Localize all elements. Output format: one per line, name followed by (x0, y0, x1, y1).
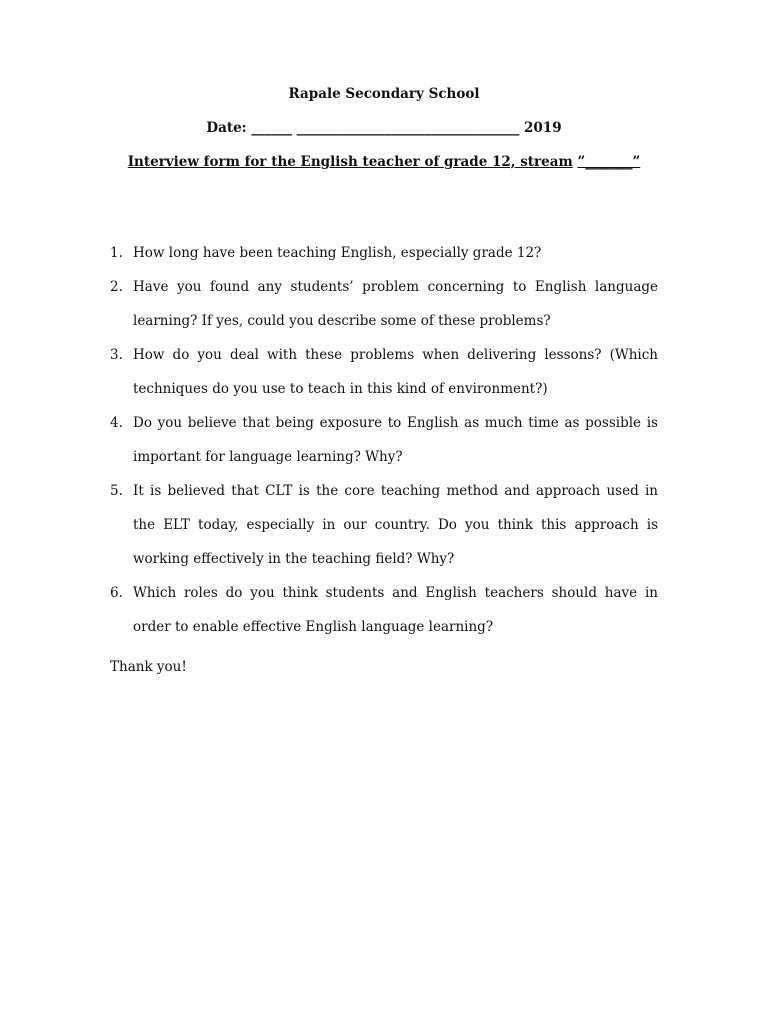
question-text: Which roles do you think students and English teachers should have in order to enable effective English language learning? (133, 585, 658, 635)
question-item (110, 576, 658, 644)
form-title (0, 154, 768, 170)
question-number: 1. (110, 245, 123, 261)
question-text: How long have been teaching English, especially grade 12? (133, 245, 542, 261)
question-text: It is believed that CLT is the core teaching method and approach used in the ELT today, especially in our country. Do you think this approach is working effectively in the teaching field? Why? (133, 483, 658, 567)
question-number: 3. (110, 347, 123, 363)
question-number: 4. (110, 415, 123, 431)
question-item (110, 270, 658, 338)
date-line: Date: ______ _________________________________ 2019 (206, 120, 562, 136)
question-number: 2. (110, 279, 123, 295)
school-name: Rapale Secondary School (288, 86, 480, 102)
question-item (110, 406, 658, 474)
question-item (110, 236, 658, 270)
question-text: Do you believe that being exposure to English as much time as possible is important for language learning? Why? (133, 415, 658, 465)
question-text: How do you deal with these problems when delivering lessons? (Which techniques do you use to teach in this kind of environment?) (133, 347, 658, 397)
form-title-text: Interview form for the English teacher of grade 12, stream (127, 154, 573, 170)
question-text: Have you found any students’ problem concerning to English language learning? If yes, could you describe some of these problems? (133, 279, 658, 329)
question-item (110, 338, 658, 406)
question-item (110, 474, 658, 576)
question-list (110, 236, 658, 644)
question-number: 5. (110, 483, 123, 499)
question-number: 6. (110, 585, 123, 601)
stream-blank: ”_______” (577, 154, 641, 170)
closing-text: Thank you! (110, 659, 187, 675)
